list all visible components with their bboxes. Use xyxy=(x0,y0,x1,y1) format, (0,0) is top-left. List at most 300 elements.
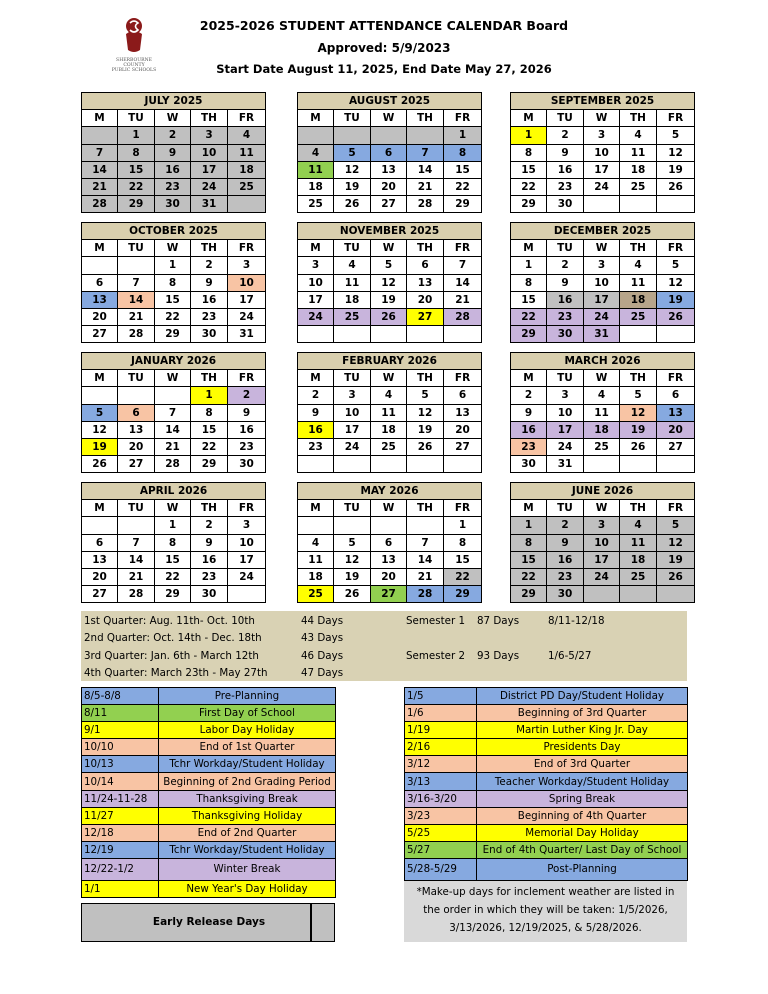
weekday-header: TH xyxy=(620,110,657,127)
day-cell: 22 xyxy=(191,438,228,455)
day-cell xyxy=(657,196,695,213)
day-cell: 18 xyxy=(298,178,334,195)
day-cell: 21 xyxy=(155,438,191,455)
day-cell: 17 xyxy=(298,291,334,308)
day-cell xyxy=(118,257,155,274)
weekday-header: TU xyxy=(118,370,155,387)
day-cell: 13 xyxy=(444,404,482,421)
day-cell: 8 xyxy=(155,534,191,551)
day-cell xyxy=(657,586,695,603)
day-cell: 11 xyxy=(620,144,657,161)
legend-date: 3/23 xyxy=(405,807,477,824)
day-cell: 13 xyxy=(371,551,407,568)
day-cell xyxy=(228,586,266,603)
semester-1-label: Semester 1 xyxy=(406,615,466,627)
day-cell: 27 xyxy=(371,196,407,213)
day-cell xyxy=(155,387,191,404)
day-cell: 23 xyxy=(547,178,584,195)
day-cell: 10 xyxy=(584,144,620,161)
day-cell: 26 xyxy=(371,308,407,325)
day-cell: 30 xyxy=(547,326,584,343)
day-cell: 29 xyxy=(191,456,228,473)
day-cell: 23 xyxy=(155,178,191,195)
day-cell: 17 xyxy=(228,551,266,568)
day-cell: 27 xyxy=(407,308,444,325)
day-cell xyxy=(620,196,657,213)
weekday-header: TH xyxy=(191,240,228,257)
day-cell: 22 xyxy=(118,178,155,195)
day-cell: 24 xyxy=(298,308,334,325)
day-cell: 14 xyxy=(407,161,444,178)
weekday-header: M xyxy=(82,370,118,387)
weekday-header: M xyxy=(298,500,334,517)
weekday-header: FR xyxy=(444,110,482,127)
legend-date: 3/13 xyxy=(405,773,477,790)
day-cell: 24 xyxy=(191,178,228,195)
day-cell xyxy=(657,326,695,343)
weekday-header: M xyxy=(82,500,118,517)
q4-range: 4th Quarter: March 23th - May 27th xyxy=(84,667,268,679)
day-cell: 4 xyxy=(584,387,620,404)
day-cell: 22 xyxy=(444,178,482,195)
day-cell: 1 xyxy=(511,257,547,274)
weekday-header: TH xyxy=(620,500,657,517)
day-cell: 6 xyxy=(444,387,482,404)
day-cell: 29 xyxy=(511,326,547,343)
day-cell: 12 xyxy=(371,274,407,291)
day-cell: 9 xyxy=(511,404,547,421)
day-cell: 15 xyxy=(118,161,155,178)
day-cell: 12 xyxy=(657,534,695,551)
day-cell: 11 xyxy=(620,274,657,291)
day-cell: 15 xyxy=(511,161,547,178)
day-cell: 17 xyxy=(191,161,228,178)
day-cell: 6 xyxy=(118,404,155,421)
legend-description: Tchr Workday/Student Holiday xyxy=(159,756,336,773)
day-cell: 27 xyxy=(444,438,482,455)
q1-range: 1st Quarter: Aug. 11th- Oct. 10th xyxy=(84,615,255,627)
day-cell: 10 xyxy=(547,404,584,421)
day-cell: 10 xyxy=(228,274,266,291)
q2-days: 43 Days xyxy=(301,632,344,644)
month-title: JANUARY 2026 xyxy=(82,353,266,370)
day-cell: 5 xyxy=(620,387,657,404)
day-cell: 3 xyxy=(584,517,620,534)
day-cell: 30 xyxy=(228,456,266,473)
weekday-header: FR xyxy=(228,370,266,387)
day-cell xyxy=(298,517,334,534)
day-cell: 4 xyxy=(298,534,334,551)
day-cell: 6 xyxy=(371,144,407,161)
weekday-header: TH xyxy=(620,240,657,257)
day-cell: 20 xyxy=(371,178,407,195)
weekday-header: W xyxy=(584,110,620,127)
day-cell: 12 xyxy=(657,144,695,161)
day-cell: 9 xyxy=(298,404,334,421)
day-cell: 24 xyxy=(228,568,266,585)
day-cell: 18 xyxy=(228,161,266,178)
day-cell: 20 xyxy=(444,421,482,438)
weekday-header: TU xyxy=(547,110,584,127)
month-calendar xyxy=(510,92,695,213)
day-cell: 17 xyxy=(584,161,620,178)
day-cell: 14 xyxy=(82,161,118,178)
month-title: MAY 2026 xyxy=(298,483,482,500)
day-cell: 25 xyxy=(620,568,657,585)
legend-date: 1/19 xyxy=(405,722,477,739)
month-calendar xyxy=(297,222,482,343)
day-cell xyxy=(298,127,334,144)
day-cell: 3 xyxy=(584,257,620,274)
month-title: AUGUST 2025 xyxy=(298,93,482,110)
day-cell: 13 xyxy=(657,404,695,421)
semester-2-range: 1/6-5/27 xyxy=(548,650,592,662)
day-cell: 10 xyxy=(334,404,371,421)
note-line-1: *Make-up days for inclement weather are listed in xyxy=(416,886,675,898)
day-cell xyxy=(620,326,657,343)
day-cell: 9 xyxy=(191,274,228,291)
day-cell: 18 xyxy=(584,421,620,438)
day-cell: 16 xyxy=(155,161,191,178)
day-cell xyxy=(584,456,620,473)
weekday-header: TH xyxy=(191,110,228,127)
day-cell: 19 xyxy=(334,178,371,195)
day-cell xyxy=(298,456,334,473)
day-cell: 25 xyxy=(298,196,334,213)
day-cell xyxy=(334,456,371,473)
weekday-header: W xyxy=(371,240,407,257)
legend-date: 2/16 xyxy=(405,739,477,756)
day-cell: 15 xyxy=(444,161,482,178)
day-cell: 2 xyxy=(511,387,547,404)
day-cell: 30 xyxy=(547,196,584,213)
day-cell: 14 xyxy=(155,421,191,438)
day-cell: 26 xyxy=(657,178,695,195)
day-cell: 14 xyxy=(407,551,444,568)
day-cell xyxy=(82,127,118,144)
logo-line-1: SHERBOURNE COUNTY xyxy=(116,58,152,68)
day-cell xyxy=(118,387,155,404)
day-cell: 7 xyxy=(444,257,482,274)
legend-date: 8/5-8/8 xyxy=(82,688,159,705)
day-cell: 15 xyxy=(444,551,482,568)
legend-date: 12/19 xyxy=(82,841,159,858)
day-cell: 1 xyxy=(155,517,191,534)
day-cell: 9 xyxy=(228,404,266,421)
approval-date: Approved: 5/9/2023 xyxy=(317,41,451,55)
legend-date: 12/22-1/2 xyxy=(82,858,159,880)
weekday-header: TU xyxy=(334,370,371,387)
note-line-3: 3/13/2026, 12/19/2025, & 5/28/2026. xyxy=(449,922,642,934)
month-title: APRIL 2026 xyxy=(82,483,266,500)
month-calendar xyxy=(81,482,266,603)
legend-description: Thanksgiving Holiday xyxy=(159,807,336,824)
weekday-header: FR xyxy=(657,240,695,257)
school-year-dates: Start Date August 11, 2025, End Date May 27, 2026 xyxy=(216,62,552,76)
day-cell: 20 xyxy=(118,438,155,455)
day-cell: 15 xyxy=(155,551,191,568)
weekday-header: TH xyxy=(407,110,444,127)
day-cell: 4 xyxy=(371,387,407,404)
day-cell: 16 xyxy=(228,421,266,438)
weekday-header: TU xyxy=(118,110,155,127)
weekday-header: TH xyxy=(191,370,228,387)
day-cell: 4 xyxy=(334,257,371,274)
legend-description: New Year's Day Holiday xyxy=(159,880,336,897)
legend-date: 10/10 xyxy=(82,739,159,756)
day-cell: 3 xyxy=(191,127,228,144)
day-cell: 11 xyxy=(584,404,620,421)
day-cell: 19 xyxy=(657,291,695,308)
legend-date: 3/16-3/20 xyxy=(405,790,477,807)
legend-description: Beginning of 4th Quarter xyxy=(477,807,688,824)
day-cell: 27 xyxy=(82,326,118,343)
day-cell: 17 xyxy=(584,291,620,308)
legend-date: 1/6 xyxy=(405,705,477,722)
day-cell: 25 xyxy=(228,178,266,195)
semester-2-label: Semester 2 xyxy=(406,650,466,662)
day-cell: 6 xyxy=(407,257,444,274)
weekday-header: TU xyxy=(334,240,371,257)
day-cell: 15 xyxy=(191,421,228,438)
day-cell: 5 xyxy=(82,404,118,421)
day-cell xyxy=(371,127,407,144)
day-cell xyxy=(371,326,407,343)
day-cell: 25 xyxy=(334,308,371,325)
day-cell: 12 xyxy=(82,421,118,438)
weekday-header: W xyxy=(371,370,407,387)
day-cell: 10 xyxy=(584,274,620,291)
legend-date: 8/11 xyxy=(82,705,159,722)
day-cell: 26 xyxy=(657,308,695,325)
day-cell: 9 xyxy=(547,274,584,291)
weekday-header: M xyxy=(82,110,118,127)
day-cell: 2 xyxy=(547,517,584,534)
day-cell xyxy=(298,326,334,343)
day-cell: 29 xyxy=(444,586,482,603)
day-cell: 7 xyxy=(118,534,155,551)
legend-description: Teacher Workday/Student Holiday xyxy=(477,773,688,790)
day-cell: 30 xyxy=(191,326,228,343)
day-cell: 6 xyxy=(657,387,695,404)
weekday-header: FR xyxy=(444,240,482,257)
day-cell: 28 xyxy=(118,326,155,343)
day-cell: 4 xyxy=(620,517,657,534)
weekday-header: M xyxy=(298,370,334,387)
quarter-summary xyxy=(81,611,687,681)
day-cell: 31 xyxy=(191,196,228,213)
day-cell: 22 xyxy=(155,568,191,585)
day-cell: 18 xyxy=(334,291,371,308)
day-cell: 8 xyxy=(511,144,547,161)
month-title: NOVEMBER 2025 xyxy=(298,223,482,240)
day-cell: 25 xyxy=(371,438,407,455)
weekday-header: W xyxy=(155,370,191,387)
legend-description: End of 2nd Quarter xyxy=(159,824,336,841)
month-calendar xyxy=(510,352,695,473)
day-cell: 26 xyxy=(620,438,657,455)
early-release-label: Early Release Days xyxy=(152,916,266,928)
day-cell: 16 xyxy=(547,551,584,568)
day-cell: 8 xyxy=(118,144,155,161)
day-cell: 5 xyxy=(657,257,695,274)
day-cell: 4 xyxy=(298,144,334,161)
day-cell: 27 xyxy=(657,438,695,455)
legend-description: Spring Break xyxy=(477,790,688,807)
weekday-header: TH xyxy=(620,370,657,387)
q3-days: 46 Days xyxy=(301,650,344,662)
day-cell: 28 xyxy=(155,456,191,473)
day-cell xyxy=(371,456,407,473)
day-cell: 18 xyxy=(298,568,334,585)
day-cell: 23 xyxy=(228,438,266,455)
weekday-header: M xyxy=(298,240,334,257)
day-cell: 16 xyxy=(547,291,584,308)
q4-days: 47 Days xyxy=(301,667,344,679)
day-cell: 13 xyxy=(407,274,444,291)
early-release-box xyxy=(81,903,335,942)
day-cell: 28 xyxy=(118,586,155,603)
day-cell: 29 xyxy=(511,586,547,603)
day-cell xyxy=(584,196,620,213)
day-cell: 8 xyxy=(444,534,482,551)
weekday-header: FR xyxy=(657,500,695,517)
day-cell: 2 xyxy=(228,387,266,404)
day-cell: 16 xyxy=(511,421,547,438)
legend-description: Memorial Day Holiday xyxy=(477,824,688,841)
day-cell: 25 xyxy=(620,178,657,195)
weekday-header: TU xyxy=(334,500,371,517)
day-cell: 1 xyxy=(444,127,482,144)
day-cell: 10 xyxy=(191,144,228,161)
legend-description: Thanksgiving Break xyxy=(159,790,336,807)
legend-left xyxy=(81,687,336,898)
month-calendar xyxy=(297,352,482,473)
day-cell: 29 xyxy=(118,196,155,213)
day-cell xyxy=(407,326,444,343)
month-calendar xyxy=(297,92,482,213)
day-cell xyxy=(334,127,371,144)
day-cell: 19 xyxy=(334,568,371,585)
month-calendar xyxy=(297,482,482,603)
day-cell: 2 xyxy=(155,127,191,144)
day-cell: 12 xyxy=(334,161,371,178)
month-title: FEBRUARY 2026 xyxy=(298,353,482,370)
day-cell: 11 xyxy=(620,534,657,551)
legend-description: Beginning of 3rd Quarter xyxy=(477,705,688,722)
day-cell: 5 xyxy=(407,387,444,404)
day-cell: 28 xyxy=(407,586,444,603)
legend-description: Martin Luther King Jr. Day xyxy=(477,722,688,739)
legend-description: Pre-Planning xyxy=(159,688,336,705)
day-cell: 27 xyxy=(118,456,155,473)
day-cell: 13 xyxy=(118,421,155,438)
weekday-header: TH xyxy=(407,370,444,387)
day-cell: 9 xyxy=(155,144,191,161)
day-cell: 9 xyxy=(191,534,228,551)
day-cell xyxy=(620,456,657,473)
day-cell: 9 xyxy=(547,144,584,161)
legend-date: 11/27 xyxy=(82,807,159,824)
month-calendar xyxy=(81,222,266,343)
month-calendar xyxy=(510,222,695,343)
day-cell xyxy=(584,586,620,603)
weekday-header: W xyxy=(155,240,191,257)
day-cell: 11 xyxy=(298,551,334,568)
day-cell: 11 xyxy=(371,404,407,421)
day-cell: 20 xyxy=(657,421,695,438)
day-cell: 9 xyxy=(547,534,584,551)
day-cell: 1 xyxy=(511,517,547,534)
day-cell: 18 xyxy=(371,421,407,438)
q1-days: 44 Days xyxy=(301,615,344,627)
semester-1-range: 8/11-12/18 xyxy=(548,615,605,627)
day-cell: 8 xyxy=(511,534,547,551)
day-cell: 1 xyxy=(118,127,155,144)
day-cell: 26 xyxy=(334,586,371,603)
day-cell: 25 xyxy=(620,308,657,325)
day-cell: 14 xyxy=(118,291,155,308)
day-cell: 31 xyxy=(584,326,620,343)
day-cell: 28 xyxy=(444,308,482,325)
day-cell: 22 xyxy=(155,308,191,325)
weekday-header: FR xyxy=(657,370,695,387)
day-cell: 17 xyxy=(228,291,266,308)
q3-range: 3rd Quarter: Jan. 6th - March 12th xyxy=(84,650,259,662)
weekday-header: W xyxy=(371,110,407,127)
day-cell xyxy=(118,517,155,534)
legend-date: 5/27 xyxy=(405,841,477,858)
day-cell xyxy=(82,257,118,274)
q2-range: 2nd Quarter: Oct. 14th - Dec. 18th xyxy=(84,632,262,644)
day-cell: 2 xyxy=(547,257,584,274)
day-cell: 13 xyxy=(82,291,118,308)
day-cell: 19 xyxy=(657,551,695,568)
day-cell: 23 xyxy=(547,308,584,325)
day-cell xyxy=(82,387,118,404)
month-title: OCTOBER 2025 xyxy=(82,223,266,240)
semester-1-days: 87 Days xyxy=(477,615,520,627)
day-cell: 25 xyxy=(584,438,620,455)
day-cell xyxy=(407,127,444,144)
day-cell: 12 xyxy=(620,404,657,421)
weekday-header: M xyxy=(82,240,118,257)
day-cell: 31 xyxy=(228,326,266,343)
day-cell: 22 xyxy=(511,308,547,325)
weekday-header: M xyxy=(298,110,334,127)
month-title: JULY 2025 xyxy=(82,93,266,110)
logo-line-2: PUBLIC SCHOOLS xyxy=(111,68,157,73)
day-cell: 8 xyxy=(511,274,547,291)
day-cell: 13 xyxy=(371,161,407,178)
day-cell: 25 xyxy=(298,586,334,603)
day-cell: 19 xyxy=(407,421,444,438)
day-cell: 6 xyxy=(82,274,118,291)
semester-2-days: 93 Days xyxy=(477,650,520,662)
day-cell: 12 xyxy=(407,404,444,421)
day-cell: 21 xyxy=(407,178,444,195)
day-cell: 20 xyxy=(371,568,407,585)
day-cell: 23 xyxy=(511,438,547,455)
day-cell: 2 xyxy=(298,387,334,404)
day-cell xyxy=(620,586,657,603)
day-cell: 18 xyxy=(620,161,657,178)
day-cell: 11 xyxy=(334,274,371,291)
legend-date: 5/25 xyxy=(405,824,477,841)
weekday-header: TU xyxy=(547,370,584,387)
weekday-header: TU xyxy=(547,240,584,257)
weekday-header: W xyxy=(155,110,191,127)
